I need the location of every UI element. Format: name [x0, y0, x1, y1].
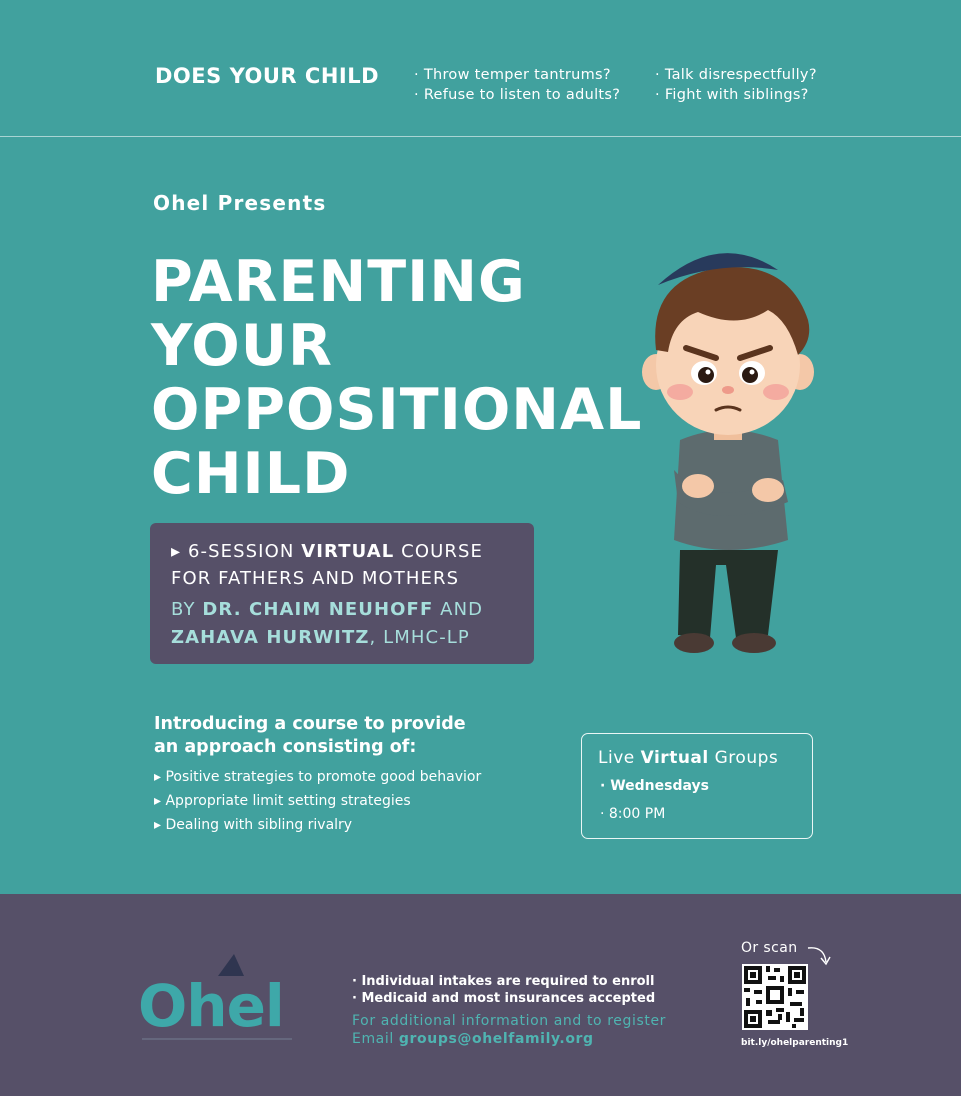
course-line-text: AND — [433, 599, 484, 620]
schedule-day: · Wednesdays — [600, 778, 709, 794]
instructor-name: DR. CHAIM NEUHOFF — [202, 599, 434, 620]
presenter-line: Ohel Presents — [153, 191, 327, 215]
course-line — [171, 599, 483, 620]
schedule-title — [598, 748, 778, 768]
intro-heading: an approach consisting of: — [154, 737, 417, 757]
title-line: YOUR — [151, 313, 333, 379]
divider — [0, 136, 961, 137]
register-info: For additional information and to register — [352, 1013, 667, 1029]
headline-question: DOES YOUR CHILD — [155, 64, 380, 88]
course-line-text: ▸ 6-SESSION — [171, 541, 302, 562]
list-item: ▸ Positive strategies to promote good behavior — [154, 769, 482, 785]
title-line: CHILD — [151, 441, 351, 507]
schedule-box — [581, 733, 813, 839]
course-line — [171, 541, 483, 562]
email-link[interactable]: groups@ohelfamily.org — [398, 1031, 594, 1047]
list-item: ▸ Dealing with sibling rivalry — [154, 817, 353, 833]
schedule-title-bold: Virtual — [640, 748, 709, 768]
course-audience: FOR FATHERS AND MOTHERS — [171, 568, 460, 589]
question-item: · Throw temper tantrums? — [414, 67, 611, 83]
schedule-title-text: Live — [598, 748, 641, 768]
title-line: PARENTING — [151, 249, 526, 315]
instructor-name: ZAHAVA HURWITZ — [171, 627, 370, 648]
title-line: OPPOSITIONAL — [151, 377, 643, 443]
logo-tagline — [142, 1038, 292, 1040]
intro-heading: Introducing a course to provide — [154, 714, 466, 734]
footer-note: · Medicaid and most insurances accepted — [352, 991, 656, 1006]
qr-url[interactable]: bit.ly/ohelparenting1 — [741, 1038, 849, 1048]
footer-note: · Individual intakes are required to enroll — [352, 974, 655, 989]
course-format: VIRTUAL — [301, 541, 395, 562]
course-line-text: BY — [171, 599, 203, 620]
page-title — [151, 250, 642, 506]
angry-child-illustration — [618, 240, 838, 670]
course-info-box — [150, 523, 534, 664]
question-item: · Refuse to listen to adults? — [414, 87, 621, 103]
schedule-title-text: Groups — [708, 748, 779, 768]
footer — [0, 894, 961, 1096]
schedule-time: · 8:00 PM — [600, 806, 666, 822]
question-item: · Talk disrespectfully? — [655, 67, 817, 83]
qr-code[interactable] — [742, 964, 808, 1030]
curved-arrow-icon — [806, 944, 832, 970]
email-line — [352, 1031, 594, 1047]
ohel-logo — [138, 952, 298, 1042]
email-label: Email — [352, 1031, 399, 1047]
list-item: ▸ Appropriate limit setting strategies — [154, 793, 411, 809]
course-line-text: COURSE — [394, 541, 483, 562]
question-item: · Fight with siblings? — [655, 87, 809, 103]
course-line — [171, 627, 470, 648]
logo-wordmark: Ohel — [138, 972, 284, 1040]
instructor-credentials: , LMHC-LP — [369, 627, 470, 648]
scan-label: Or scan — [741, 940, 798, 956]
